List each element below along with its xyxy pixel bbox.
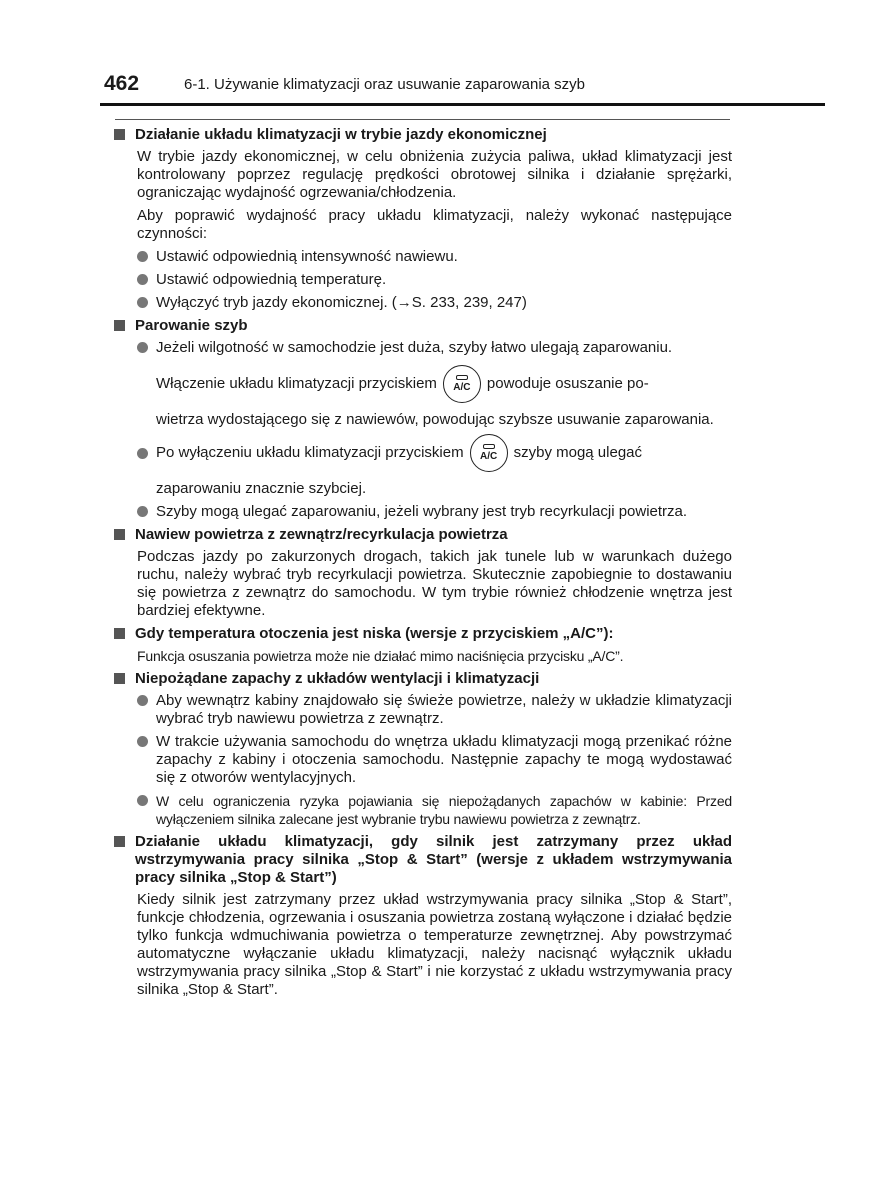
round-bullet-icon — [137, 342, 148, 353]
round-bullet-icon — [137, 297, 148, 308]
ac-button-icon: A/C — [470, 434, 508, 472]
list-item — [137, 339, 732, 429]
square-bullet-icon — [114, 320, 125, 331]
paragraph: Podczas jazdy po zakurzonych drogach, takich jak tunele lub w warunkach dużego ruchu, należy wybrać tryb recyrkulacji powietrza. Skutecznie zapobiegnie to dostawaniu się powietrza z zewnątrz do samochodu. W tym trybie również chłodzenie wnętrza jest bardziej efektywne. — [137, 548, 732, 619]
paragraph: W trybie jazdy ekonomicznej, w celu obniżenia zużycia paliwa, układ klimatyzacji jest kontrolowany poprzez regulację prędkości obrotowej silnika i działanie sprężarki, ograniczając wydajność ogrzewania/chłodzenia. — [137, 148, 732, 201]
square-bullet-icon — [114, 673, 125, 684]
paragraph: Kiedy silnik jest zatrzymany przez układ wstrzymywania pracy silnika „Stop & Start”, funkcje chłodzenia, ogrzewania i osuszania powietrza zostaną wyłączone i działać będzie tylko funkcja wdmuchiwania powietrza o temperaturze zewnętrznej. Aby powstrzymać automatyczne wyłączanie układu klimatyzacji, należy nacisnąć wyłącznik układu wstrzymywania pracy silnika „Stop & Start” i nie korzystać z układu wstrzymywania pracy silnika „Stop & Start”. — [137, 891, 732, 998]
round-bullet-icon — [137, 448, 148, 459]
bullet-text: wietrza wydostającego się z nawiewów, powodując szybsze usuwanie zaparowania. — [156, 411, 714, 428]
page-header — [100, 72, 825, 106]
indicator-lamp-icon — [456, 375, 468, 380]
content-rule — [115, 119, 730, 120]
indicator-lamp-icon — [483, 444, 495, 449]
section-air-intake — [114, 526, 732, 620]
list-item: Ustawić odpowiednią temperaturę. — [137, 271, 732, 289]
square-bullet-icon — [114, 628, 125, 639]
paragraph: Aby poprawić wydajność pracy układu klimatyzacji, należy wykonać następujące czynności: — [137, 207, 732, 242]
round-bullet-icon — [137, 736, 148, 747]
square-bullet-icon — [114, 836, 125, 847]
list-item: Ustawić odpowiednią intensywność nawiewu. — [137, 248, 732, 266]
section-eco-mode — [114, 126, 732, 312]
list-item: Aby wewnątrz kabiny znajdowało się świeże powietrze, należy w układzie klimatyzacji wybrać tryb nawiewu powietrza z zewnątrz. — [137, 692, 732, 728]
round-bullet-icon — [137, 795, 148, 806]
section-window-fogging — [114, 317, 732, 521]
section-heading: Gdy temperatura otoczenia jest niska (wersje z przyciskiem „A/C”): — [114, 625, 732, 643]
list-item: Wyłączyć tryb jazdy ekonomicznej. (→S. 233, 239, 247) — [137, 294, 732, 312]
section-heading: Nawiew powietrza z zewnątrz/recyrkulacja powietrza — [114, 526, 732, 544]
header-rule — [100, 103, 825, 106]
section-heading: Niepożądane zapachy z układów wentylacji i klimatyzacji — [114, 670, 732, 688]
page-content — [114, 126, 732, 1004]
paragraph: Funkcja osuszania powietrza może nie działać mimo naciśnięcia przycisku „A/C”. — [137, 648, 624, 664]
list-item: W celu ograniczenia ryzyka pojawiania się niepożądanych zapachów w kabinie: Przed wyłączeniem silnika zalecane jest wybranie trybu nawiewu powietrza z zewnątrz. — [137, 792, 732, 828]
section-heading: Parowanie szyb — [114, 317, 732, 335]
list-item: Szyby mogą ulegać zaparowaniu, jeżeli wybrany jest tryb recyrkulacji powietrza. — [137, 503, 732, 521]
square-bullet-icon — [114, 529, 125, 540]
section-low-temperature — [114, 625, 732, 665]
ac-button-icon: A/C — [443, 365, 481, 403]
section-odors — [114, 670, 732, 828]
section-stop-start — [114, 833, 732, 999]
bullet-text-with-icon: Włączenie układu klimatyzacji przyciskiem A/C powoduje osuszanie po- — [156, 365, 732, 403]
page-number: 462 — [104, 72, 140, 95]
running-head: 6-1. Używanie klimatyzacji oraz usuwanie zaparowania szyb — [184, 76, 586, 93]
round-bullet-icon — [137, 695, 148, 706]
bullet-text: zaparowaniu znacznie szybciej. — [156, 480, 367, 497]
round-bullet-icon — [137, 274, 148, 285]
square-bullet-icon — [114, 129, 125, 140]
bullet-text-with-icon: Po wyłączeniu układu klimatyzacji przyciskiem A/C szyby mogą ulegać — [156, 434, 732, 472]
section-heading: Działanie układu klimatyzacji, gdy silnik jest zatrzymany przez układ wstrzymywania pracy silnika „Stop & Start” (wersje z układem wstrzymywania pracy silnika „Stop & Start”) — [114, 833, 732, 887]
list-item — [137, 434, 732, 498]
section-heading: Działanie układu klimatyzacji w trybie jazdy ekonomicznej — [114, 126, 732, 144]
round-bullet-icon — [137, 506, 148, 517]
bullet-text: Jeżeli wilgotność w samochodzie jest duża, szyby łatwo ulegają zaparowaniu. — [156, 339, 673, 356]
round-bullet-icon — [137, 251, 148, 262]
list-item: W trakcie używania samochodu do wnętrza układu klimatyzacji mogą przenikać różne zapachy z kabiny i otoczenia samochodu. Następnie zapachy te mogą wydostawać się z otworów wentylacyjnych. — [137, 733, 732, 787]
